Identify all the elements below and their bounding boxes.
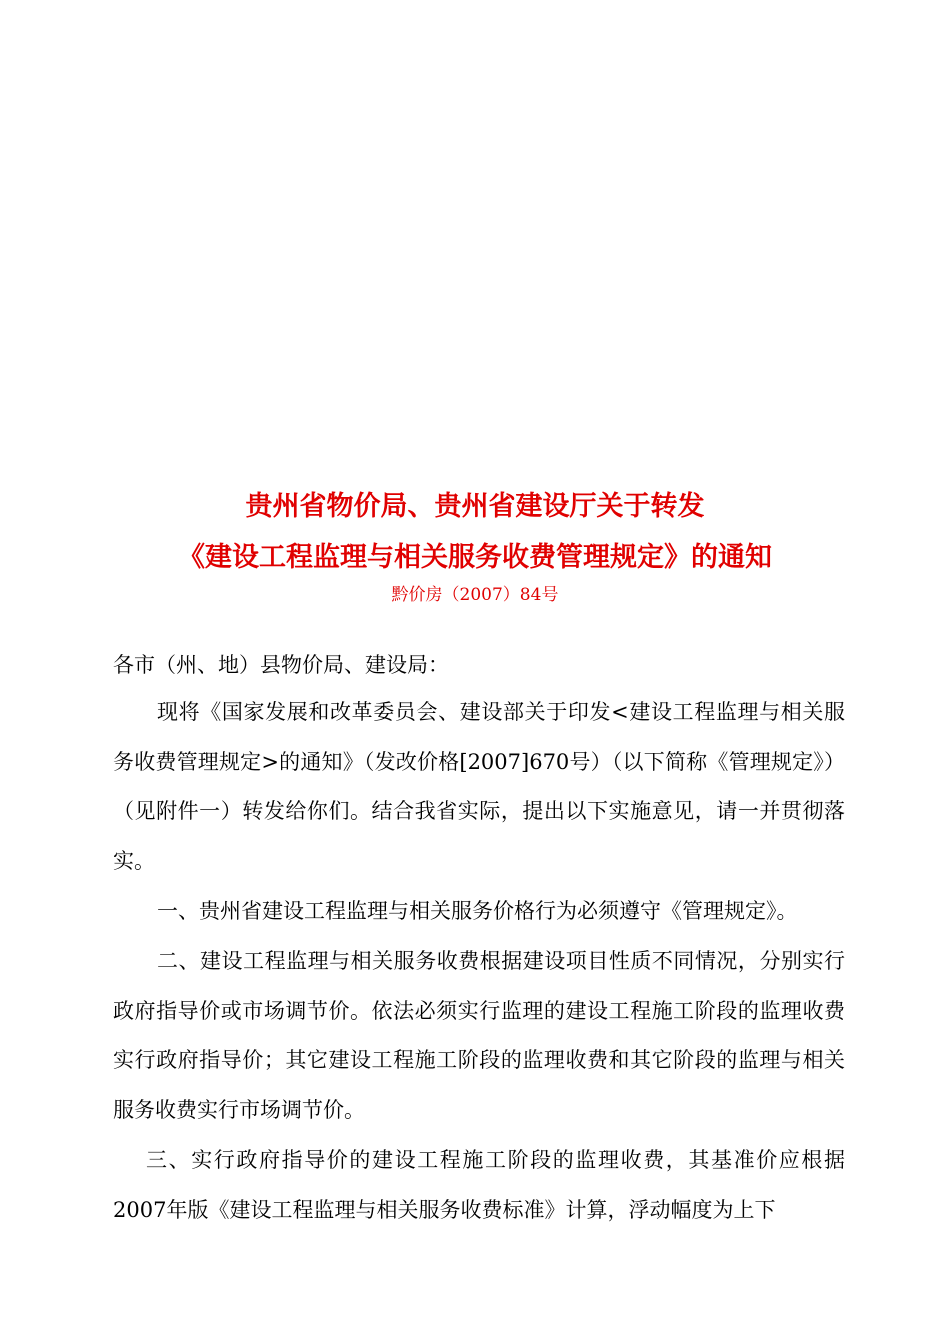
document-title-line-2: 《建设工程监理与相关服务收费管理规定》的通知: [178, 542, 772, 573]
paragraph-item-2: 二、建设工程监理与相关服务收费根据建设项目性质不同情况，分别实行政府指导价或市场调节价。依法必须实行监理的建设工程施工阶段的监理收费实行政府指导价；其它建设工程施工阶段的监理收费和其它阶段的监理与相关服务收费实行市场调节价。: [113, 949, 845, 1122]
paragraph-item-1: 一、贵州省建设工程监理与相关服务价格行为必须遵守《管理规定》。: [157, 899, 798, 923]
paragraph-intro: 现将《国家发展和改革委员会、建设部关于印发<建设工程监理与相关服务收费管理规定>的通知》（发改价格[2007]670号）（以下简称《管理规定》）（见附件一）转发给你们。结合我省实际，提出以下实施意见，请一并贯彻落实。: [113, 700, 845, 873]
paragraph-item-3: 三、实行政府指导价的建设工程施工阶段的监理收费，其基准价应根据2007年版《建设工程监理与相关服务收费标准》计算，浮动幅度为上下: [113, 1148, 845, 1222]
salutation: 各市（州、地）县物价局、建设局：: [113, 653, 449, 677]
document-title-line-1: 贵州省物价局、贵州省建设厅关于转发: [245, 491, 705, 522]
document-number: 黔价房（2007）84号: [391, 585, 559, 605]
